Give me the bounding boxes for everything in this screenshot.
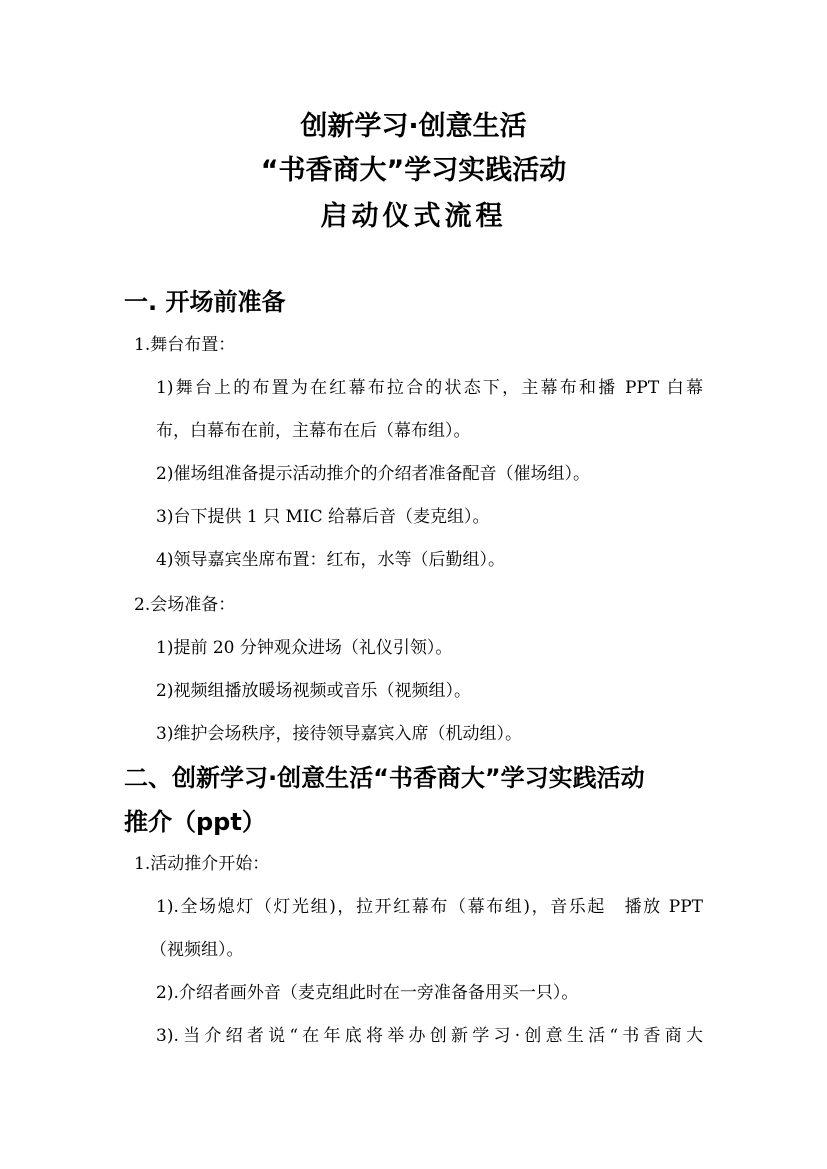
section-1-sub-1-label: 1.舞台布置： [134, 335, 236, 355]
section-2-item-continuation: （视频组）。 [150, 940, 244, 960]
doc-title-line-2: “书香商大”学习实践活动 [260, 155, 567, 186]
section-1-item: 3)台下提供 1 只 MIC 给幕后音（麦克组）。 [156, 507, 490, 527]
section-2-heading-line-2: 推介（ppt） [124, 808, 266, 836]
section-2-sub-1-label: 1.活动推介开始： [134, 854, 270, 874]
section-2-item: 3).当介绍者说“在年底将举办创新学习·创意生活“书香商大 [156, 1026, 703, 1046]
section-1-item: 2)催场组准备提示活动推介的介绍者准备配音（催场组）。 [156, 464, 590, 484]
section-1-item: 3)维护会场秩序，接待领导嘉宾入席（机动组）。 [156, 724, 522, 744]
section-1-item: 1)舞台上的布置为在红幕布拉合的状态下，主幕布和播 PPT 白幕 [156, 378, 703, 398]
section-2-heading-line-1: 二、创新学习·创意生活“书香商大”学习实践活动 [124, 764, 645, 792]
doc-title-line-1: 创新学习·创意生活 [300, 111, 527, 142]
section-2-item: 2).介绍者画外音（麦克组此时在一旁准备备用买一只）。 [156, 983, 579, 1003]
section-2-item: 1).全场熄灯（灯光组)，拉开红幕布（幕布组)，音乐起 播放 PPT [156, 897, 703, 917]
doc-title-line-3: 启动仪式流程 [320, 201, 507, 232]
section-1-item-continuation: 布，白幕布在前，主幕布在后（幕布组）。 [156, 421, 471, 441]
section-1-item: 2)视频组播放暖场视频或音乐（视频组）。 [156, 681, 471, 701]
section-1-sub-2-label: 2.会场准备： [134, 595, 236, 615]
section-1-item: 1)提前 20 分钟观众进场（礼仪引领）。 [156, 638, 453, 658]
section-1-item: 4)领导嘉宾坐席布置：红布，水等（后勤组）。 [156, 550, 505, 570]
section-1-heading: 一. 开场前准备 [124, 288, 286, 316]
